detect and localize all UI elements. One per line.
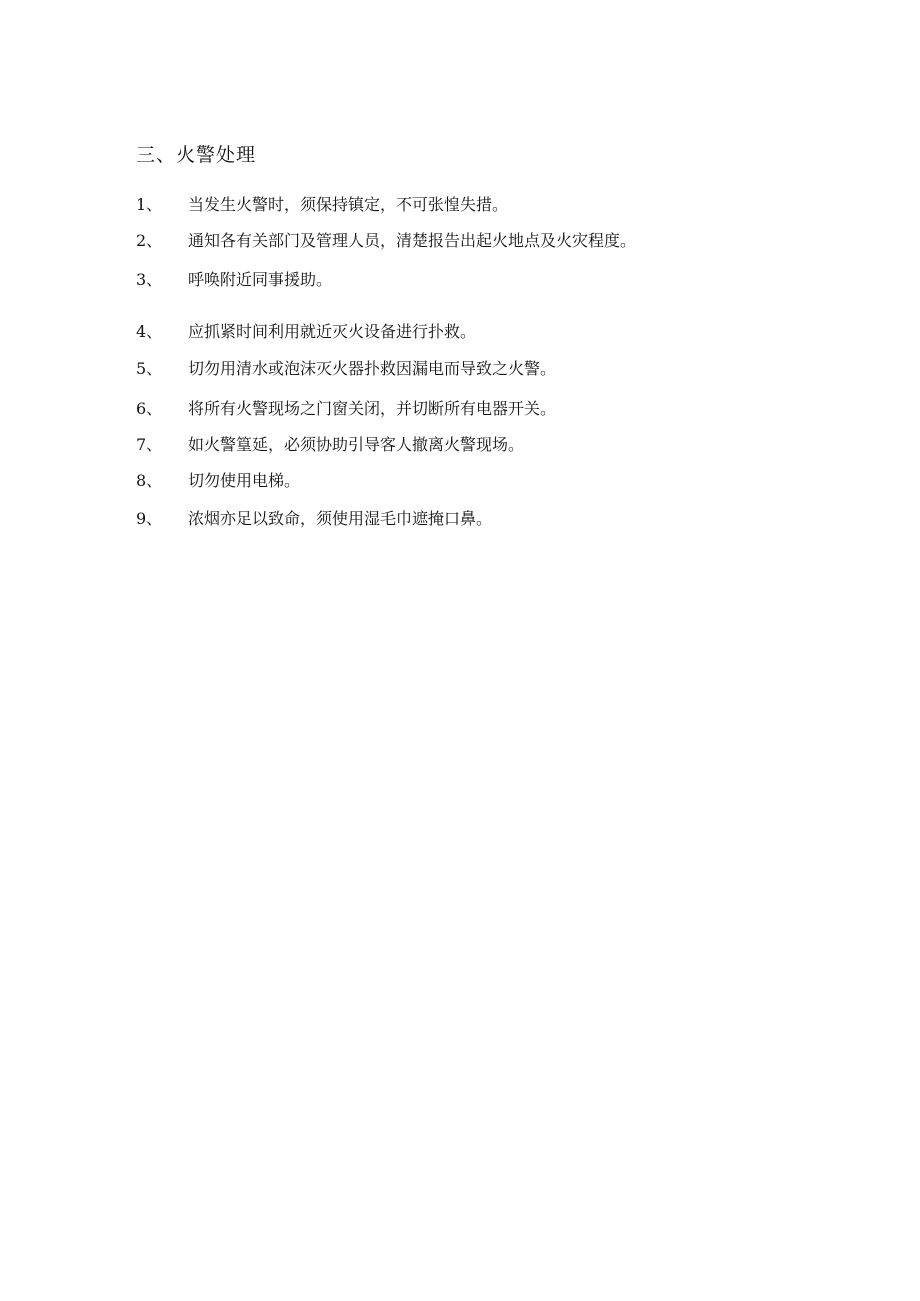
item-text: 如火警篁延，必须协助引导客人撤离火警现场。 [188,435,525,454]
item-number: 5、 [136,359,163,378]
item-number: 7、 [136,435,163,454]
item-text: 应抓紧时间利用就近灭火设备进行扑救。 [188,322,477,341]
item-text: 当发生火警时，须保持镇定，不可张惶失措。 [188,195,509,214]
item-text: 呼唤附近同事援助。 [188,270,333,289]
item-text: 通知各有关部门及管理人员，清楚报告出起火地点及火灾程度。 [188,231,637,250]
item-number: 2、 [136,231,163,250]
item-number: 4、 [136,322,163,341]
item-number: 9、 [136,509,163,528]
item-number: 8、 [136,471,163,490]
item-text: 将所有火警现场之门窗关闭，并切断所有电器开关。 [188,399,557,418]
item-number: 6、 [136,399,163,418]
item-number: 3、 [136,270,163,289]
item-text: 切勿使用电梯。 [188,471,301,490]
item-number: 1、 [136,195,163,214]
item-text: 浓烟亦足以致命，须使用湿毛巾遮掩口鼻。 [188,509,493,528]
section-title: 三、火警处理 [136,144,257,166]
item-text: 切勿用清水或泡沫灭火器扑救因漏电而导致之火警。 [188,359,557,378]
